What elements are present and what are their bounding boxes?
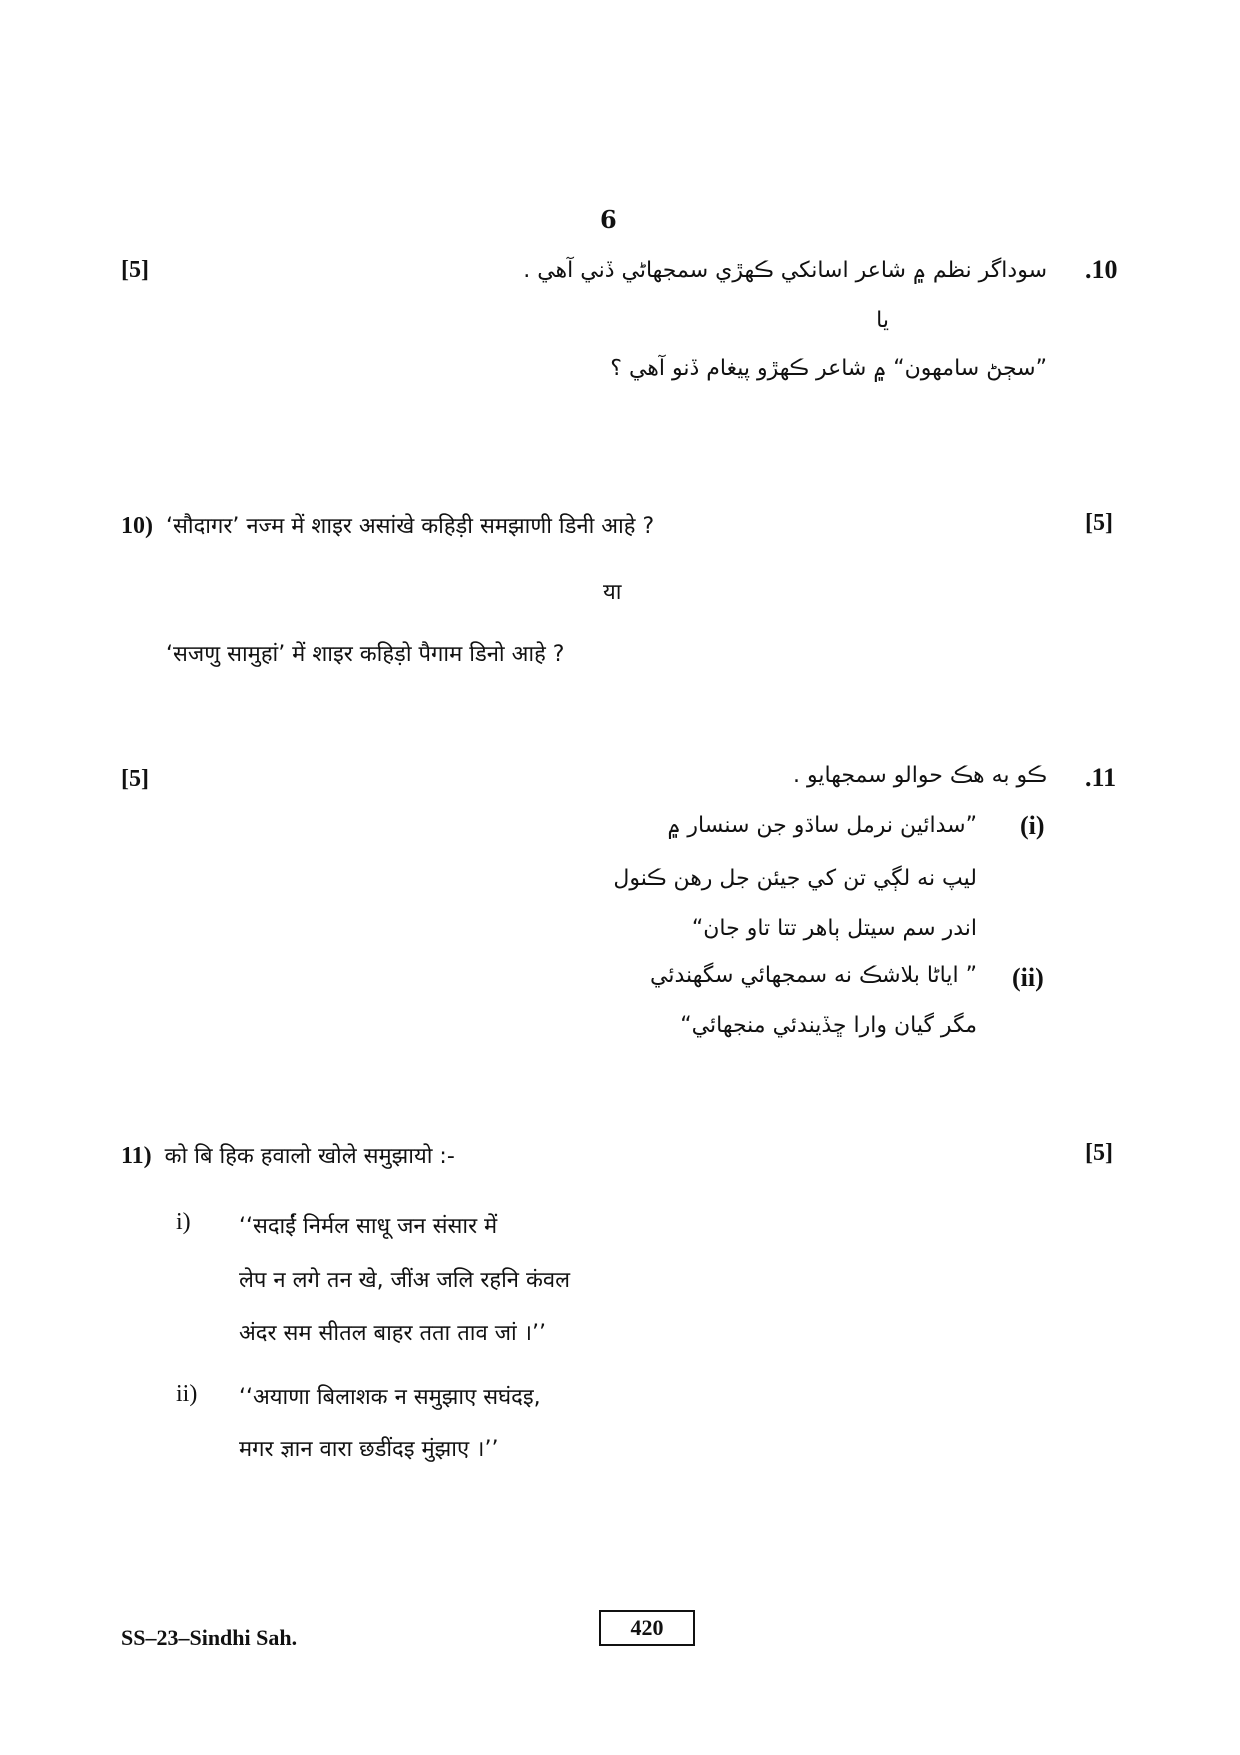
q10-sindhi-question: سوداگر نظم ۾ شاعر اسانکي ڪهڙي سمجهاڻي ڏني آهي . bbox=[523, 258, 1047, 283]
q11-hindi-line bbox=[121, 1140, 455, 1170]
q11-sindhi-number: .11 bbox=[1085, 763, 1117, 792]
q11-hindi-item-label: i) bbox=[176, 1209, 191, 1235]
q11-hindi-number: 11) bbox=[121, 1143, 152, 1169]
q10-hindi-or: या bbox=[603, 580, 622, 605]
q11-hindi-item-line: ‘‘अयाणा बिलाशक न समुझाए सघंदइ, bbox=[239, 1385, 541, 1410]
q10-hindi-line bbox=[121, 510, 654, 540]
page-box: 420 bbox=[599, 1610, 695, 1646]
q11-sindhi-item-label: (ii) bbox=[1012, 963, 1044, 992]
paper-code: SS–23–Sindhi Sah. bbox=[121, 1625, 298, 1650]
q11-hindi-question: को बि हिक हवालो खोले समुझायो :- bbox=[164, 1144, 455, 1169]
q11-hindi-item-line: लेप न लगे तन खे, जींअ जलि रहनि कंवल bbox=[239, 1268, 571, 1293]
q11-sindhi-item-line: ” اياڻا بلاشڪ نه سمجهائي سگهندئي bbox=[650, 963, 977, 988]
q10-hindi-number: 10) bbox=[121, 513, 153, 539]
q10-sindhi-number: .10 bbox=[1085, 255, 1118, 284]
q11-sindhi-item-label: (i) bbox=[1020, 811, 1045, 840]
q11-hindi-item-line: मगर ज्ञान वारा छडींदइ मुंझाए ।’’ bbox=[239, 1437, 499, 1462]
q11-hindi-marks: [5] bbox=[1085, 1140, 1113, 1166]
q10-hindi-question: ‘सौदागर’ नज्म में शाइर असांखे कहिड़ी समझाणी डिनी आहे ? bbox=[166, 514, 655, 539]
q10-hindi-alt-question: ‘सजणु सामुहां’ में शाइर कहिड़ो पैगाम डिनो आहे ? bbox=[166, 642, 565, 667]
page-number: 6 bbox=[600, 205, 617, 234]
q10-sindhi-alt-question: ”سڄڻ سامهون“ ۾ شاعر ڪهڙو پيغام ڏنو آهي ؟ bbox=[610, 356, 1047, 381]
q11-sindhi-question: ڪو به هڪ حوالو سمجهايو . bbox=[793, 763, 1047, 788]
q10-hindi-marks: [5] bbox=[1085, 510, 1113, 536]
q11-sindhi-item-line: اندر سم سيتل ٻاهر تتا تاو جان“ bbox=[691, 916, 977, 941]
q11-sindhi-marks: [5] bbox=[121, 766, 149, 792]
q11-hindi-item-label: ii) bbox=[176, 1381, 198, 1407]
q11-sindhi-item-line: مگر گيان وارا ڇڏيندئي منجهائي“ bbox=[680, 1013, 977, 1038]
q11-hindi-item-line: ‘‘सदाईं निर्मल साधू जन संसार में bbox=[239, 1214, 498, 1239]
q11-hindi-item-line: अंदर सम सीतल बाहर तता ताव जां ।’’ bbox=[239, 1321, 547, 1346]
q10-sindhi-or: يا bbox=[876, 308, 889, 333]
q11-sindhi-item-line: ”سدائين نرمل ساڌو جن سنسار ۾ bbox=[667, 813, 977, 838]
q10-sindhi-marks: [5] bbox=[121, 257, 149, 283]
q11-sindhi-item-line: ليپ نه لڳي تن کي جيئن جل رهن ڪنول bbox=[613, 866, 977, 891]
